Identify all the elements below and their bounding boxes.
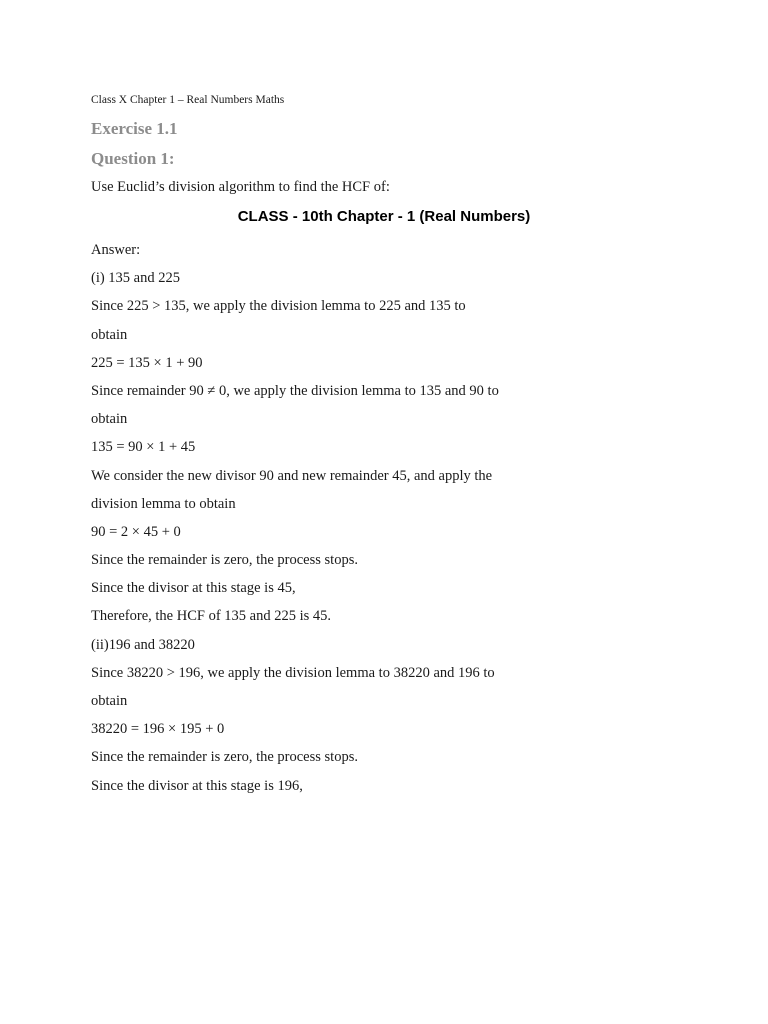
equation-line: 135 = 90 × 1 + 45 (91, 439, 196, 456)
text-line: (i) 135 and 225 (91, 270, 180, 287)
class-chapter-banner: CLASS - 10th Chapter - 1 (Real Numbers) (237, 208, 531, 225)
running-header: Class X Chapter 1 – Real Numbers Maths (91, 94, 285, 106)
text-line: division lemma to obtain (91, 495, 236, 512)
answer-body (91, 236, 691, 800)
equation-line: 90 = 2 × 45 + 0 (91, 523, 181, 540)
text-line: obtain (91, 693, 128, 709)
text-line: (ii)196 and 38220 (91, 636, 195, 653)
answer-label: Answer: (91, 242, 141, 258)
question-heading: Question 1: (91, 149, 175, 168)
text-line: Since 225 > 135, we apply the division lemma to 225 and 135 to (91, 298, 466, 315)
text-line: Since 38220 > 196, we apply the division lemma to 38220 and 196 to (91, 664, 495, 681)
text-line: We consider the new divisor 90 and new remainder 45, and apply the (91, 467, 493, 484)
text-line: Since the divisor at this stage is 45, (91, 580, 296, 597)
text-line: obtain (91, 411, 128, 428)
text-line: Since the remainder is zero, the process stops. (91, 552, 358, 569)
question-text: Use Euclid’s division algorithm to find the HCF of: (91, 179, 390, 195)
equation-line: 38220 = 196 × 195 + 0 (91, 721, 225, 738)
exercise-heading: Exercise 1.1 (91, 119, 178, 138)
text-line: Since the divisor at this stage is 196, (91, 777, 303, 794)
equation-line: 225 = 135 × 1 + 90 (91, 354, 203, 371)
text-line: obtain (91, 326, 128, 343)
text-line: Since remainder 90 ≠ 0, we apply the division lemma to 135 and 90 to (91, 382, 499, 399)
text-line: Since the remainder is zero, the process stops. (91, 749, 358, 766)
conclusion-line: Therefore, the HCF of 135 and 225 is 45. (91, 608, 332, 625)
